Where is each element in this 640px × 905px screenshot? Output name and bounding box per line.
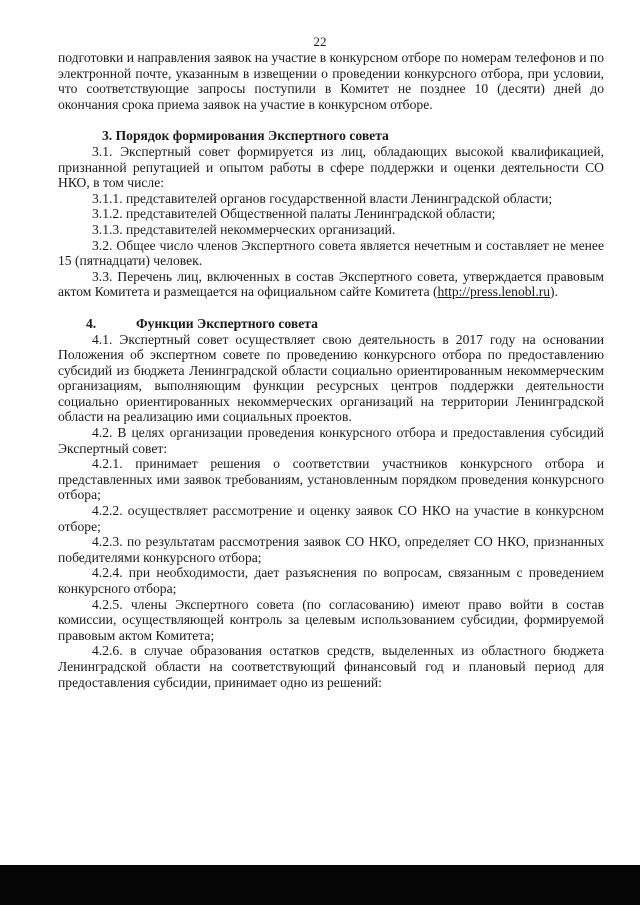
section-4-number: 4. xyxy=(86,315,97,331)
paragraph-3-1-1: 3.1.1. представителей органов государственной власти Ленинградской области; xyxy=(92,190,553,206)
paragraph-3-3 xyxy=(58,269,604,300)
paragraph-3-3-end: ). xyxy=(550,284,558,300)
paragraph-4-2-6: 4.2.6. в случае образования остатков средств, выделенных из областного бюджета Ленинградской области на соответствующий финансовый год и плановый период для предоставления субсидии, принимает одно из решений: xyxy=(58,643,604,690)
paragraph-4-2-5: 4.2.5. члены Экспертного совета (по согласованию) имеют право войти в состав комиссии, осуществляющей контроль за целевым использованием субсидии, формируемой правовым актом Комитета; xyxy=(58,596,604,643)
scan-bottom-band xyxy=(0,865,640,905)
section-3-heading: 3. Порядок формирования Экспертного совета xyxy=(102,128,389,144)
paragraph-4-2-2: 4.2.2. осуществляет рассмотрение и оценку заявок СО НКО на участие в конкурсном отборе; xyxy=(58,503,604,534)
section-4-title: Функции Экспертного совета xyxy=(136,315,318,331)
paragraph-3-1-2: 3.1.2. представителей Общественной палаты Ленинградской области; xyxy=(92,206,496,222)
paragraph-3-1-3: 3.1.3. представителей некоммерческих организаций. xyxy=(92,221,396,237)
paragraph-4-2-4: 4.2.4. при необходимости, дает разъяснения по вопросам, связанным с проведением конкурсного отбора; xyxy=(58,565,604,596)
committee-website-link[interactable]: http://press.lenobl.ru xyxy=(437,284,551,300)
paragraph-4-2: 4.2. В целях организации проведения конкурсного отбора и предоставления субсидий Экспертный совет: xyxy=(58,425,604,456)
paragraph-continuation: подготовки и направления заявок на участие в конкурсном отборе по номерам телефонов и по электронной почте, указанным в извещении о проведении конкурсного отбора, при условии, что соответствующие запросы поступили в Комитет не позднее 10 (десяти) дней до окончания срока приема заявок на участие в конкурсном отборе. xyxy=(58,50,604,112)
paragraph-3-3-text: 3.3. Перечень лиц, включенных в состав Экспертного совета, утверждается правовым актом Комитета и размещается на официальном сайте Комитета ( xyxy=(58,268,604,300)
paragraph-3-2: 3.2. Общее число членов Экспертного совета является нечетным и составляет не менее 15 (пятнадцати) человек. xyxy=(58,237,604,269)
paragraph-4-1: 4.1. Экспертный совет осуществляет свою деятельность в 2017 году на основании Положения об экспертном совете по проведению конкурсного отбора по предоставлению субсидий из бюджета Ленинградской области социально ориентированным некоммерческим организациям, выполняющим функции ресурсных центров поддержки деятельности социально ориентированных некоммерческих организаций на территории Ленинградской области на реализацию ими социальных проектов. xyxy=(58,331,604,425)
paragraph-4-2-1: 4.2.1. принимает решения о соответствии участников конкурсного отбора и представленных ими заявок требованиям, установленным порядком проведения конкурсного отбора; xyxy=(58,456,604,503)
page-number: 22 xyxy=(313,34,327,49)
document-body xyxy=(58,50,604,690)
paragraph-4-2-3: 4.2.3. по результатам рассмотрения заявок СО НКО, определяет СО НКО, признанных победителями конкурсного отбора; xyxy=(58,534,604,565)
paragraph-3-1: 3.1. Экспертный совет формируется из лиц, обладающих высокой квалификацией, признанной репутацией и опытом работы в сфере поддержки и оценки деятельности СО НКО, в том числе: xyxy=(58,143,604,191)
section-4-heading xyxy=(58,316,604,332)
